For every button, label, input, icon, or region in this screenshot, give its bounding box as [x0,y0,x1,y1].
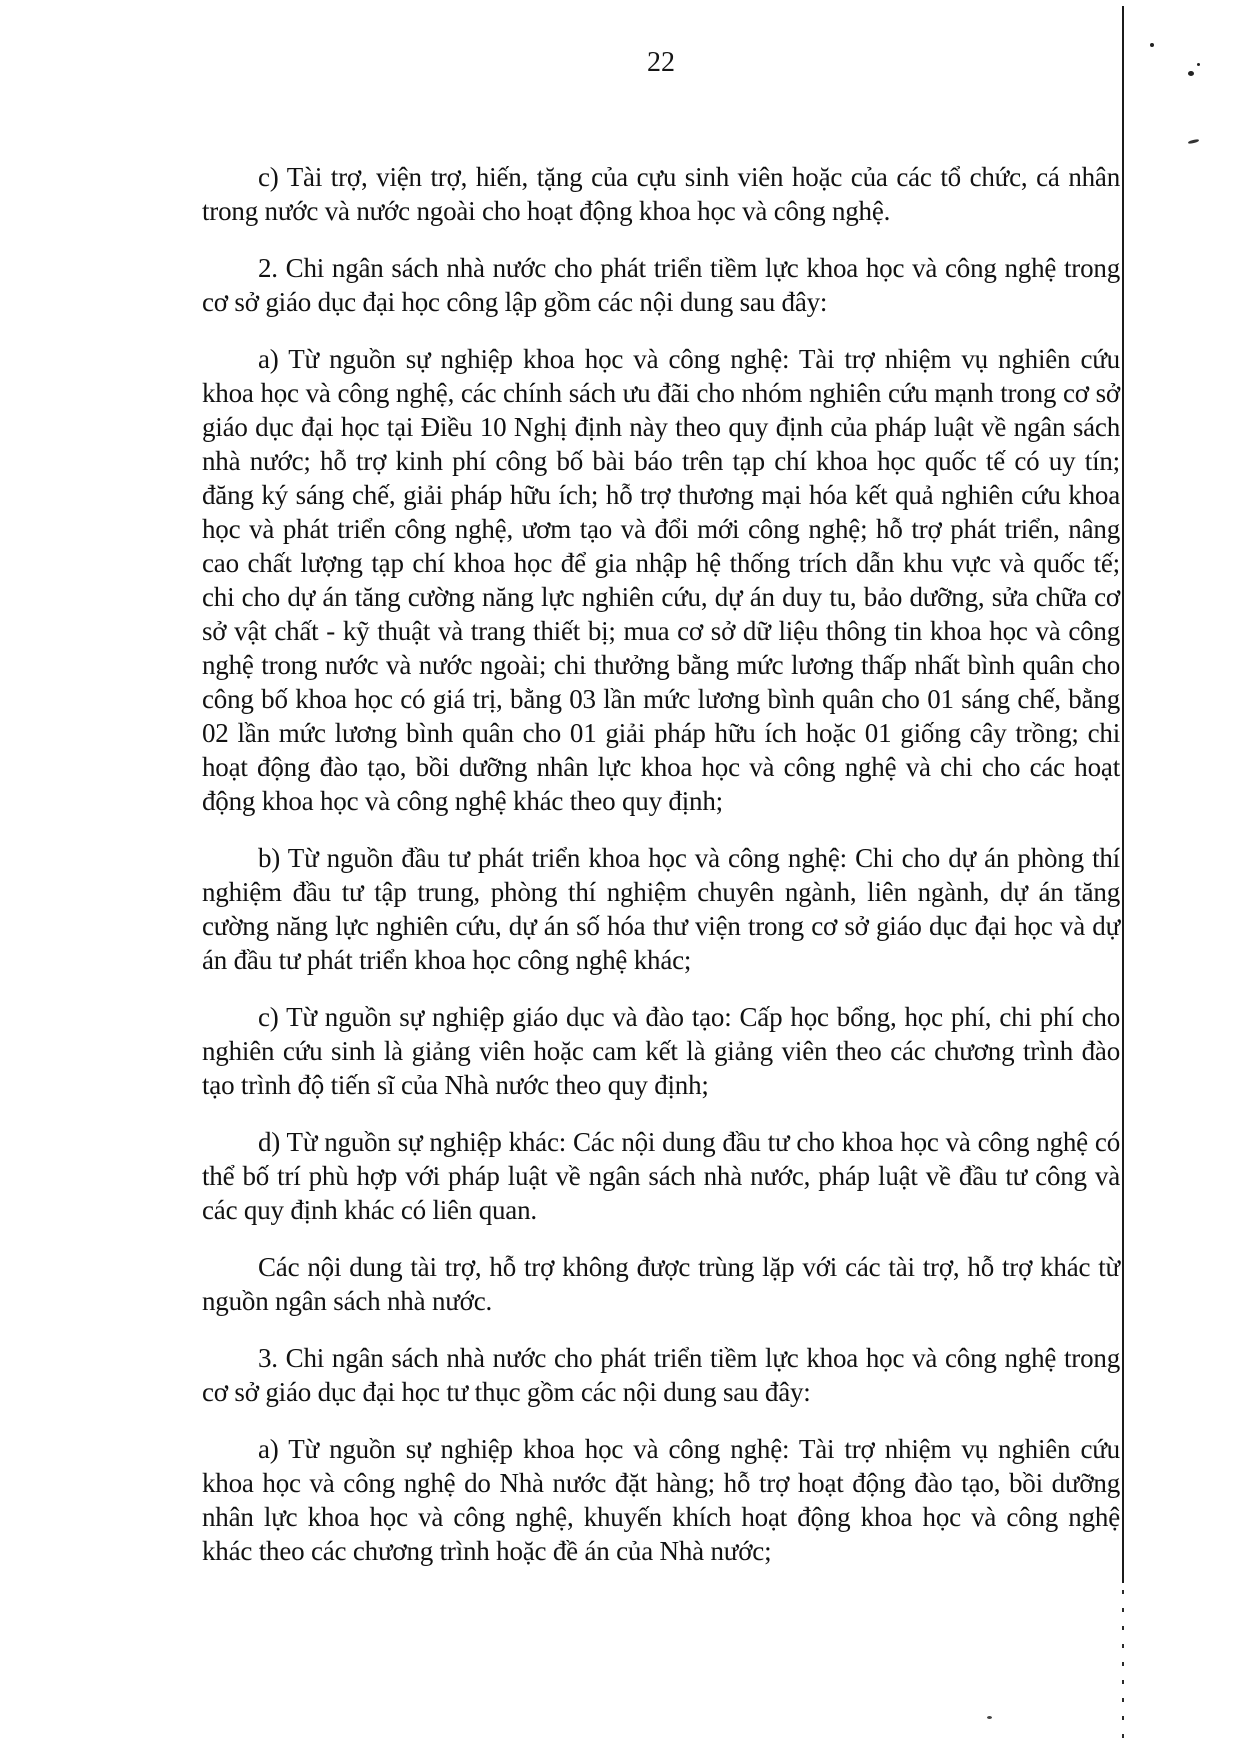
para-clause-2-intro: 2. Chi ngân sách nhà nước cho phát triển tiềm lực khoa học và công nghệ trong cơ sở giáo dục đại học công lập gồm các nội dung sau đây: [202,253,1120,317]
para-clause-3-point-a: a) Từ nguồn sự nghiệp khoa học và công nghệ: Tài trợ nhiệm vụ nghiên cứu khoa học và công nghệ do Nhà nước đặt hàng; hỗ trợ hoạt động đào tạo, bồi dưỡng nhân lực khoa học và công nghệ, khuyến khích hoạt động khoa học và công nghệ khác theo các chương trình hoặc đề án của Nhà nước; [202,1434,1120,1566]
scan-line-dotted-artifact [1122,1590,1124,1740]
document-body [202,160,1120,1591]
para-point-c-donations: c) Tài trợ, viện trợ, hiến, tặng của cựu sinh viên hoặc của các tổ chức, cá nhân trong nước và nước ngoài cho hoạt động khoa học và công nghệ. [202,162,1120,226]
para-clause-2-point-d: d) Từ nguồn sự nghiệp khác: Các nội dung đầu tư cho khoa học và công nghệ có thể bố trí phù hợp với pháp luật về ngân sách nhà nước, pháp luật về đầu tư công và các quy định khác có liên quan. [202,1127,1120,1225]
scan-speck [987,1716,992,1719]
para-clause-3-intro: 3. Chi ngân sách nhà nước cho phát triển tiềm lực khoa học và công nghệ trong cơ sở giáo dục đại học tư thục gồm các nội dung sau đây: [202,1343,1120,1407]
scan-speck [1188,139,1199,145]
para-clause-2-point-c: c) Từ nguồn sự nghiệp giáo dục và đào tạo: Cấp học bổng, học phí, chi phí cho nghiên cứu sinh là giảng viên hoặc cam kết là giảng viên theo các chương trình đào tạo trình độ tiến sĩ của Nhà nước theo quy định; [202,1002,1120,1100]
scan-speck [1188,71,1194,76]
scan-speck [1197,63,1200,66]
page-number: 22 [647,47,675,78]
scan-line-artifact [1122,6,1124,1583]
para-no-duplication-note: Các nội dung tài trợ, hỗ trợ không được trùng lặp với các tài trợ, hỗ trợ khác từ nguồn ngân sách nhà nước. [202,1252,1120,1316]
para-clause-2-point-a: a) Từ nguồn sự nghiệp khoa học và công nghệ: Tài trợ nhiệm vụ nghiên cứu khoa học và công nghệ, các chính sách ưu đãi cho nhóm nghiên cứu mạnh trong cơ sở giáo dục đại học tại Điều 10 Nghị định này theo quy định của pháp luật về ngân sách nhà nước; hỗ trợ kinh phí công bố bài báo trên tạp chí khoa học quốc tế có uy tín; đăng ký sáng chế, giải pháp hữu ích; hỗ trợ thương mại hóa kết quả nghiên cứu khoa học và phát triển công nghệ, ươm tạo và đổi mới công nghệ; hỗ trợ phát triển, nâng cao chất lượng tạp chí khoa học để gia nhập hệ thống trích dẫn khu vực và quốc tế; chi cho dự án tăng cường năng lực nghiên cứu, dự án duy tu, bảo dưỡng, sửa chữa cơ sở vật chất - kỹ thuật và trang thiết bị; mua cơ sở dữ liệu thông tin khoa học và công nghệ trong nước và nước ngoài; chi thưởng bằng mức lương thấp nhất bình quân cho công bố khoa học có giá trị, bằng 03 lần mức lương bình quân cho 01 sáng chế, bằng 02 lần mức lương bình quân cho 01 giải pháp hữu ích hoặc 01 giống cây trồng; chi hoạt động đào tạo, bồi dưỡng nhân lực khoa học và công nghệ và chi cho các hoạt động khoa học và công nghệ khác theo quy định; [202,344,1120,816]
scan-speck [1150,43,1154,47]
para-clause-2-point-b: b) Từ nguồn đầu tư phát triển khoa học và công nghệ: Chi cho dự án phòng thí nghiệm đầu tư tập trung, phòng thí nghiệm chuyên ngành, liên ngành, dự án tăng cường năng lực nghiên cứu, dự án số hóa thư viện trong cơ sở giáo dục đại học và dự án đầu tư phát triển khoa học công nghệ khác; [202,843,1120,975]
